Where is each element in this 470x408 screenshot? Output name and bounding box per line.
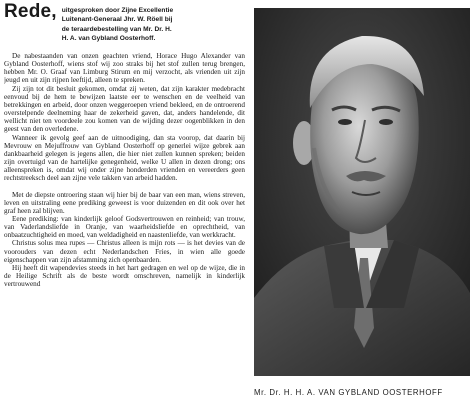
subtitle-line: H. A. van Gybland Oosterhoff. (61, 34, 156, 42)
paragraph: Hij heeft dit wapendevies steeds in het hart gedragen en wel op de wijze, die in de Heilige Schrift als de beste wordt omschreven, namelijk in kinderlijk vertrouwend (4, 263, 245, 289)
paragraph: Wanneer ik gevolg geef aan de uitnoodiging, dan sta voorop, dat daarin bij Mevrouw en Mejuffrouw van Gybland Oosterhoff op generlei wijze gebrek aan dankbaarheid gelegen is jegens allen, die hier niet zullen kunnen spreken; beiden zijn overtuigd van de hartelijke genegenheid, welke U allen in dezen drong; ons alleenspreken is, omdat wij onder zijne honderden vrienden en vereerders geen rechtstreeksch deel aan zijne vele takken van arbeid hadden. (4, 133, 245, 183)
subtitle-line: Luitenant-Generaal Jhr. W. Röell bij (61, 16, 173, 24)
article-column (4, 2, 245, 408)
paragraph: Eene prediking: van kinderlijk geloof Godsvertrouwen en reinheid; van trouw, van Vaderlandsliefde in Oranje, van waarheidsliefde en oprechtheid, van onbaatzuchtigheid en moed, van weldadigheid en naastenliefde, van werkkracht. (4, 214, 245, 240)
paragraph: De nabestaanden van onzen geachten vriend, Horace Hugo Alexander van Gybland Oosterhoff, wiens stof wij zoo straks bij het stof zullen terug brengen, hebben Mr. O. Graaf van Limburg Stirum en mij verzocht, als vrienden uit zijn jeugd en uit zijn rijpen leeftijd, alleen te spreken. (4, 52, 245, 85)
portrait-illustration (254, 8, 470, 376)
article-body (4, 52, 245, 288)
portrait-photo (254, 8, 470, 376)
paragraph: Met de diepste ontroering staan wij hier bij de baar van een man, wiens streven, leven en uitstraling eene prediking geweest is voor duizenden en dit ook over het graf heen zal blijven. (4, 190, 245, 215)
subtitle-line: de teraardebestelling van Mr. Dr. H. (61, 25, 172, 33)
article-heading (4, 2, 245, 50)
article-subtitle (62, 2, 173, 43)
portrait-column (254, 0, 470, 408)
paragraph: Zij zijn tot dit besluit gekomen, omdat zij weten, dat zijn karakter medebracht eenvoud bij de hem te bewijzen laatste eer te wenschen en de veelheid van betrekkingen en arbeid, door onzen weggeroepen vriend bekleed, en de ontroerend overstelpende deelneming haar de zekerheid gaven, dat, anders handelende, dit wellicht niet ten voordeele zou komen van de wijding dezer oogenblikken in den geest van den overledene. (4, 84, 245, 134)
article-title: Rede, (4, 2, 57, 22)
portrait-caption: Mr. Dr. H. H. A. VAN GYBLAND OOSTERHOFF (254, 388, 443, 397)
paragraph: Christus solus mea rupes — Christus alleen is mijn rots — is het devies van de voorouders van dezen echt Nederlandschen Fries, in wien alle goede eigenschappen van zijn afstamming zich openbaarden. (4, 239, 245, 264)
subtitle-line: uitgesproken door Zijne Excellentie (61, 7, 174, 14)
